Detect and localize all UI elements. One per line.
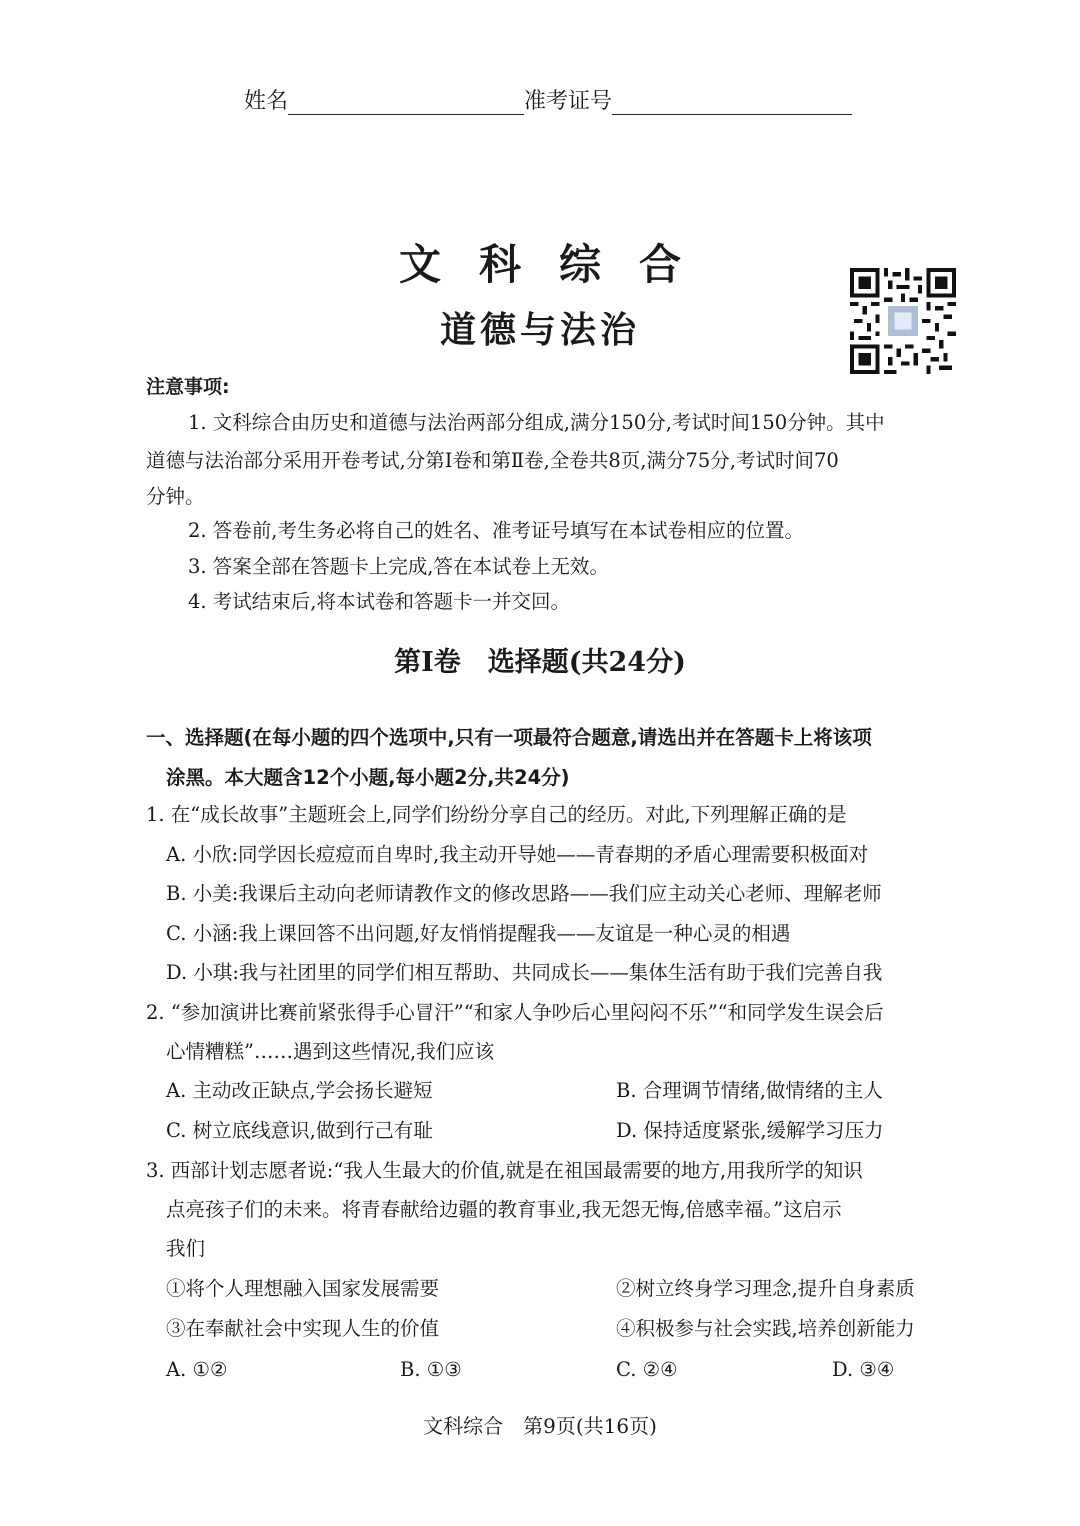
qr-code-icon (850, 268, 956, 374)
candidate-info-line (244, 84, 852, 115)
question-1-option-a: A. 小欣:同学因长痘痘而自卑时,我主动开导她——青春期的矛盾心理需要积极面对 (166, 843, 869, 866)
notice-item-1-line-2: 道德与法治部分采用开卷考试,分第Ⅰ卷和第Ⅱ卷,全卷共8页,满分75分,考试时间70 (146, 449, 839, 472)
exam-id-label: 准考证号 (524, 89, 613, 114)
question-3-option-b: B. ①③ (400, 1358, 462, 1381)
question-2-stem-line-1: 2. “参加演讲比赛前紧张得手心冒汗”“和家人争吵后心里闷闷不乐”“和同学发生误会后 (146, 1001, 884, 1024)
section-instruction-line-2: 涂黑。本大题含12个小题,每小题2分,共24分) (166, 766, 570, 789)
question-3-statement-4: ④积极参与社会实践,培养创新能力 (616, 1317, 915, 1340)
question-2-stem-line-2: 心情糟糕”……遇到这些情况,我们应该 (166, 1040, 495, 1063)
notice-item-3: 3. 答案全部在答题卡上完成,答在本试卷上无效。 (188, 555, 610, 578)
exam-id-field[interactable] (612, 92, 852, 115)
question-3-stem-line-2: 点亮孩子们的未来。将青春献给边疆的教育事业,我无怨无悔,倍感幸福。”这启示 (166, 1198, 842, 1221)
question-3-option-d: D. ③④ (832, 1358, 895, 1381)
question-3-statement-3: ③在奉献社会中实现人生的价值 (166, 1317, 440, 1340)
name-field[interactable] (288, 92, 524, 115)
question-2-option-d: D. 保持适度紧张,缓解学习压力 (616, 1119, 884, 1142)
question-3-option-c: C. ②④ (616, 1358, 678, 1381)
notice-item-1-line-3: 分钟。 (146, 485, 205, 508)
question-3-option-a: A. ①② (166, 1358, 228, 1381)
page-footer: 文科综合 第9页(共16页) (423, 1414, 657, 1438)
question-2-option-c: C. 树立底线意识,做到行己有耻 (166, 1119, 433, 1142)
question-1-option-b: B. 小美:我课后主动向老师请教作文的修改思路——我们应主动关心老师、理解老师 (166, 882, 882, 905)
question-3-stem-line-1: 3. 西部计划志愿者说:“我人生最大的价值,就是在祖国最需要的地方,用我所学的知识 (146, 1159, 863, 1182)
name-label: 姓名 (244, 89, 289, 114)
notice-heading: 注意事项: (146, 376, 230, 398)
notice-item-2: 2. 答卷前,考生务必将自己的姓名、准考证号填写在本试卷相应的位置。 (188, 519, 805, 542)
question-1-option-d: D. 小琪:我与社团里的同学们相互帮助、共同成长——集体生活有助于我们完善自我 (166, 961, 883, 984)
page-subtitle: 道德与法治 (439, 310, 640, 351)
question-3-stem-line-3: 我们 (166, 1237, 206, 1260)
notice-item-1-line-1: 1. 文科综合由历史和道德与法治两部分组成,满分150分,考试时间150分钟。其中 (188, 411, 885, 434)
question-1-option-c: C. 小涵:我上课回答不出问题,好友悄悄提醒我——友谊是一种心灵的相遇 (166, 922, 791, 945)
question-2-option-a: A. 主动改正缺点,学会扬长避短 (166, 1079, 433, 1102)
question-3-statement-1: ①将个人理想融入国家发展需要 (166, 1277, 440, 1300)
question-3-statement-2: ②树立终身学习理念,提升自身素质 (616, 1277, 915, 1300)
section-title: 第Ⅰ卷 选择题(共24分) (394, 647, 686, 678)
notice-item-4: 4. 考试结束后,将本试卷和答题卡一并交回。 (188, 590, 571, 613)
question-1-stem: 1. 在“成长故事”主题班会上,同学们纷纷分享自己的经历。对此,下列理解正确的是 (146, 803, 847, 826)
page-title: 文科综合 (398, 240, 719, 289)
section-instruction-line-1: 一、选择题(在每小题的四个选项中,只有一项最符合题意,请选出并在答题卡上将该项 (146, 726, 872, 749)
question-2-option-b: B. 合理调节情绪,做情绪的主人 (616, 1079, 883, 1102)
